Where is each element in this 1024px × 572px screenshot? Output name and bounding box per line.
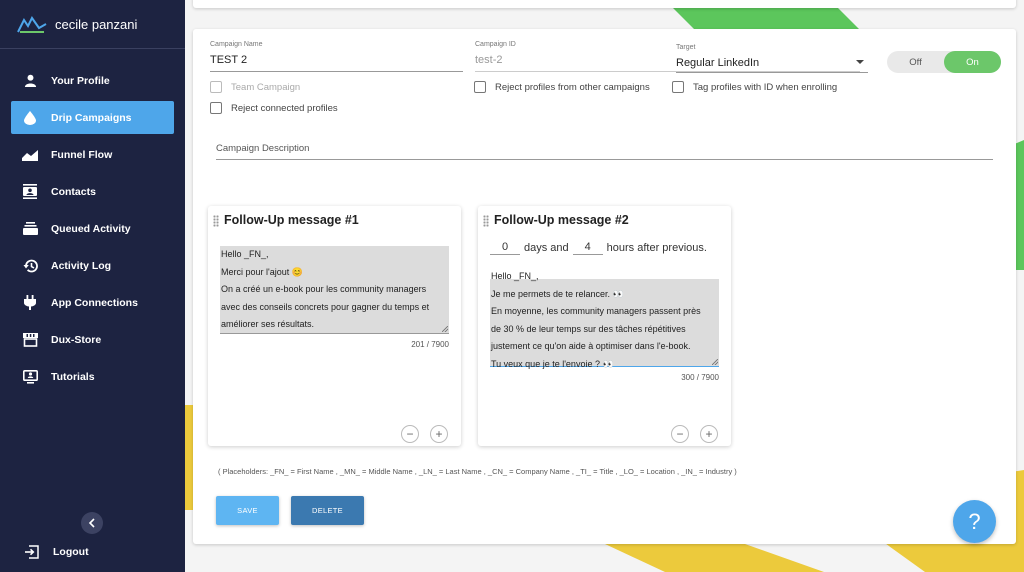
target-label: Target [676, 44, 696, 51]
sidebar-item-your-profile[interactable] [11, 64, 174, 97]
drag-handle-icon[interactable] [213, 215, 219, 227]
sidebar-divider [0, 48, 185, 49]
sidebar-item-funnel-flow[interactable] [11, 138, 174, 171]
sidebar-item-label: Your Profile [51, 74, 110, 87]
campaign-id-label: Campaign ID [475, 41, 516, 48]
sidebar-item-label: Activity Log [51, 259, 112, 272]
campaign-card [193, 29, 1016, 544]
checkbox-box[interactable] [474, 81, 486, 93]
sidebar-item-app-connections[interactable] [11, 286, 174, 319]
plus-icon: + [435, 427, 443, 441]
sidebar-item-contacts[interactable] [11, 175, 174, 208]
history-icon [22, 258, 38, 274]
sidebar-item-queued-activity[interactable] [11, 212, 174, 245]
person-icon [22, 73, 38, 89]
hours-after-label: hours after previous. [606, 242, 707, 254]
team-campaign-label: Team Campaign [231, 81, 301, 93]
delay-hours-input[interactable]: 4 [573, 241, 603, 255]
help-button[interactable]: ? [953, 500, 996, 543]
message-textarea[interactable] [220, 246, 449, 334]
campaign-name-input[interactable]: TEST 2 [210, 54, 248, 66]
campaign-name-underline [210, 71, 463, 72]
brand-logo-icon [17, 14, 47, 34]
placeholders-help-text: ( Placeholders: _FN_ = First Name , _MN_ = Middle Name , _LN_ = Last Name , _CN_ = Company Name , _TI_ = Title , _LO_ = Location , _IN_ = Industry ) [218, 467, 737, 476]
delay-days-input[interactable]: 0 [490, 241, 520, 255]
message-line: On a créé un e-book pour les community managers [221, 284, 427, 294]
resize-grip-icon[interactable] [442, 326, 448, 332]
message-line: Hello _FN_, [491, 271, 539, 281]
top-card [193, 0, 1016, 8]
delay-settings [490, 241, 711, 255]
sidebar-item-label: Dux-Store [51, 333, 102, 346]
sidebar-item-dux-store[interactable] [11, 323, 174, 356]
remove-message-button[interactable] [401, 425, 419, 443]
tutorial-icon [22, 369, 38, 385]
logout-icon [24, 545, 39, 559]
tag-profiles-label: Tag profiles with ID when enrolling [693, 81, 838, 93]
follow-up-message-card [208, 206, 461, 446]
minus-icon: − [676, 427, 684, 441]
checkbox-box[interactable] [672, 81, 684, 93]
character-counter: 201 / 7900 [411, 340, 449, 349]
plus-icon: + [705, 427, 713, 441]
message-line: Je me permets de te relancer. 👀 [491, 288, 624, 299]
message-line: Merci pour l'ajout 😊 [221, 266, 303, 277]
checkbox-box[interactable] [210, 81, 222, 93]
sidebar [0, 0, 185, 572]
add-message-button[interactable] [430, 425, 448, 443]
toggle-off-option[interactable]: Off [909, 56, 922, 68]
reject-other-campaigns-label: Reject profiles from other campaigns [495, 81, 650, 93]
follow-up-message-card [478, 206, 731, 446]
campaign-description-underline [216, 159, 993, 160]
team-campaign-checkbox[interactable] [210, 81, 300, 93]
logout-button[interactable] [24, 545, 89, 559]
sidebar-item-label: Queued Activity [51, 222, 131, 235]
checkbox-box[interactable] [210, 102, 222, 114]
remove-message-button[interactable] [671, 425, 689, 443]
message-title: Follow-Up message #2 [494, 213, 629, 227]
character-counter: 300 / 7900 [681, 373, 719, 382]
message-line: Hello _FN_, [221, 249, 269, 259]
message-line: de 30 % de leur temps sur des tâches répétitives [491, 323, 686, 334]
sidebar-item-drip-campaigns[interactable] [11, 101, 174, 134]
reject-connected-checkbox[interactable] [210, 102, 338, 114]
water-drop-icon [22, 110, 38, 126]
store-icon [22, 332, 38, 348]
funnel-chart-icon [22, 147, 38, 163]
sidebar-item-tutorials[interactable] [11, 360, 174, 393]
minus-icon: − [406, 427, 414, 441]
message-line: améliorer ses résultats. [221, 319, 315, 329]
sidebar-item-label: Funnel Flow [51, 148, 113, 161]
message-line: Tu veux que je te l'envoie ? 👀 [491, 358, 614, 369]
campaign-description-input[interactable]: Campaign Description [216, 143, 310, 154]
brand-name: cecile panzani [55, 16, 138, 32]
sidebar-item-label: App Connections [51, 296, 138, 309]
brand [17, 12, 137, 36]
toggle-on-option[interactable]: On [944, 51, 1001, 73]
contacts-icon [22, 184, 38, 200]
resize-grip-icon[interactable] [712, 359, 718, 365]
drag-handle-icon[interactable] [483, 215, 489, 227]
target-underline [676, 72, 868, 73]
add-message-button[interactable] [700, 425, 718, 443]
campaign-active-toggle[interactable] [887, 51, 1001, 73]
queue-icon [22, 221, 38, 237]
message-scroll-content [491, 268, 719, 373]
message-line: avec des conseils concrets pour gagner du temps et [221, 301, 430, 312]
sidebar-item-label: Drip Campaigns [51, 111, 132, 124]
reject-connected-label: Reject connected profiles [231, 102, 338, 114]
save-button[interactable]: SAVE [216, 496, 279, 525]
collapse-sidebar-button[interactable] [81, 512, 103, 534]
message-title: Follow-Up message #1 [224, 213, 359, 227]
sidebar-item-label: Tutorials [51, 370, 95, 383]
plug-icon [22, 295, 38, 311]
campaign-id-field: test-2 [475, 54, 503, 66]
delete-button[interactable]: DELETE [291, 496, 364, 525]
dropdown-arrow-icon[interactable] [856, 60, 864, 64]
chevron-left-icon [88, 518, 96, 528]
days-and-label: days and [524, 242, 569, 254]
sidebar-item-label: Contacts [51, 185, 96, 198]
campaign-name-label: Campaign Name [210, 41, 263, 48]
sidebar-item-activity-log[interactable] [11, 249, 174, 282]
target-select[interactable]: Regular LinkedIn [676, 57, 760, 69]
message-line: En moyenne, les community managers passent près [491, 306, 701, 316]
message-line: justement ce qu'on aide à optimiser dans l'e-book. [491, 341, 691, 351]
message-textarea[interactable] [490, 271, 719, 369]
reject-other-campaigns-checkbox[interactable] [474, 81, 650, 93]
logout-label: Logout [53, 546, 89, 558]
tag-profiles-checkbox[interactable] [672, 81, 837, 93]
